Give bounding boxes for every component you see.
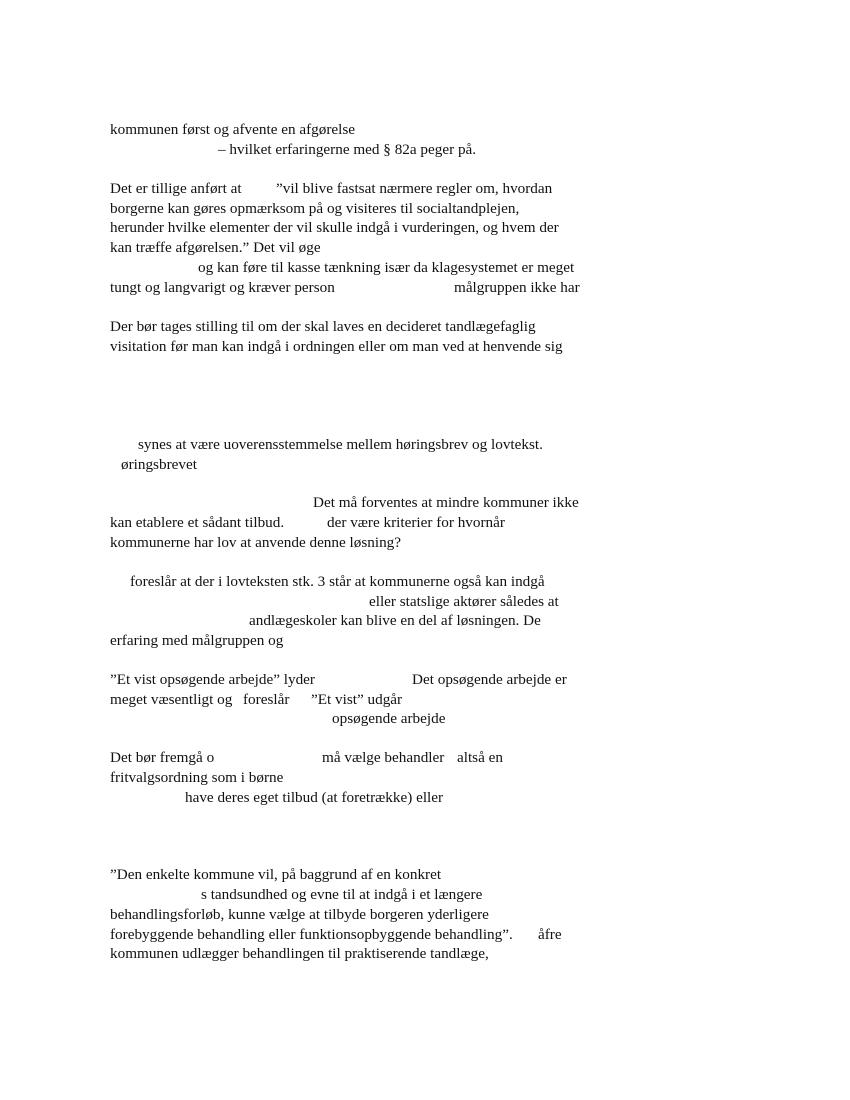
text-line: Det er tillige anført at — [110, 180, 242, 197]
text-line: altså en — [457, 749, 503, 766]
text-line: øringsbrevet — [121, 456, 197, 473]
text-line: må vælge behandler — [322, 749, 445, 766]
text-line: meget væsentligt og — [110, 691, 233, 708]
text-line: Det opsøgende arbejde er — [412, 671, 567, 688]
text-line: andlægeskoler kan blive en del af løsningen. De — [249, 612, 541, 629]
text-line: – hvilket erfaringerne med § 82a peger på. — [218, 141, 477, 158]
text-line: åfre — [538, 926, 562, 943]
text-line: Det må forventes at mindre kommuner ikke — [313, 494, 579, 511]
text-line: ”vil blive fastsat nærmere regler om, hvordan — [276, 180, 553, 197]
text-line: visitation før man kan indgå i ordningen eller om man ved at henvende sig — [110, 338, 563, 355]
text-line: behandlingsforløb, kunne vælge at tilbyde borgeren yderligere — [110, 906, 489, 923]
text-line: herunder hvilke elementer der vil skulle indgå i vurderingen, og hvem der — [110, 219, 559, 236]
text-line: borgerne kan gøres opmærksom på og visiteres til socialtandplejen, — [110, 200, 520, 217]
text-line: kommunen udlægger behandlingen til praktiserende tandlæge, — [110, 945, 489, 962]
text-line: kommunen først og afvente en afgørelse — [110, 121, 356, 138]
text-line: have deres eget tilbud (at foretrække) eller — [185, 789, 444, 806]
text-line: ”Den enkelte kommune vil, på baggrund af en konkret — [110, 866, 442, 883]
text-line: ”Et vist opsøgende arbejde” lyder — [110, 671, 315, 688]
text-line: synes at være uoverensstemmelse mellem høringsbrev og lovtekst. — [138, 436, 543, 453]
text-line: kan træffe afgørelsen.” Det vil øge — [110, 239, 321, 256]
text-line: s tandsundhed og evne til at indgå i et længere — [201, 886, 483, 903]
text-line: fritvalgsordning som i børne — [110, 769, 284, 786]
text-line: forebyggende behandling eller funktionsopbyggende behandling”. — [110, 926, 513, 943]
text-line: Der bør tages stilling til om der skal laves en decideret tandlægefaglig — [110, 318, 536, 335]
text-line: målgruppen ikke har — [454, 279, 580, 296]
text-line: kommunerne har lov at anvende denne løsning? — [110, 534, 402, 551]
text-line: foreslår at der i lovteksten stk. 3 står at kommunerne også kan indgå — [130, 573, 545, 590]
text-line: og kan føre til kasse tænkning især da klagesystemet er meget — [198, 259, 575, 276]
text-line: tungt og langvarigt og kræver person — [110, 279, 335, 296]
text-line: erfaring med målgruppen og — [110, 632, 284, 649]
text-line: eller statslige aktører således at — [369, 593, 559, 610]
text-line: Det bør fremgå o — [110, 749, 215, 766]
text-line: der være kriterier for hvornår — [327, 514, 505, 531]
text-line: opsøgende arbejde — [332, 710, 446, 727]
text-line: foreslår — [243, 691, 290, 708]
text-line: kan etablere et sådant tilbud. — [110, 514, 285, 531]
text-line: ”Et vist” udgår — [311, 691, 403, 708]
